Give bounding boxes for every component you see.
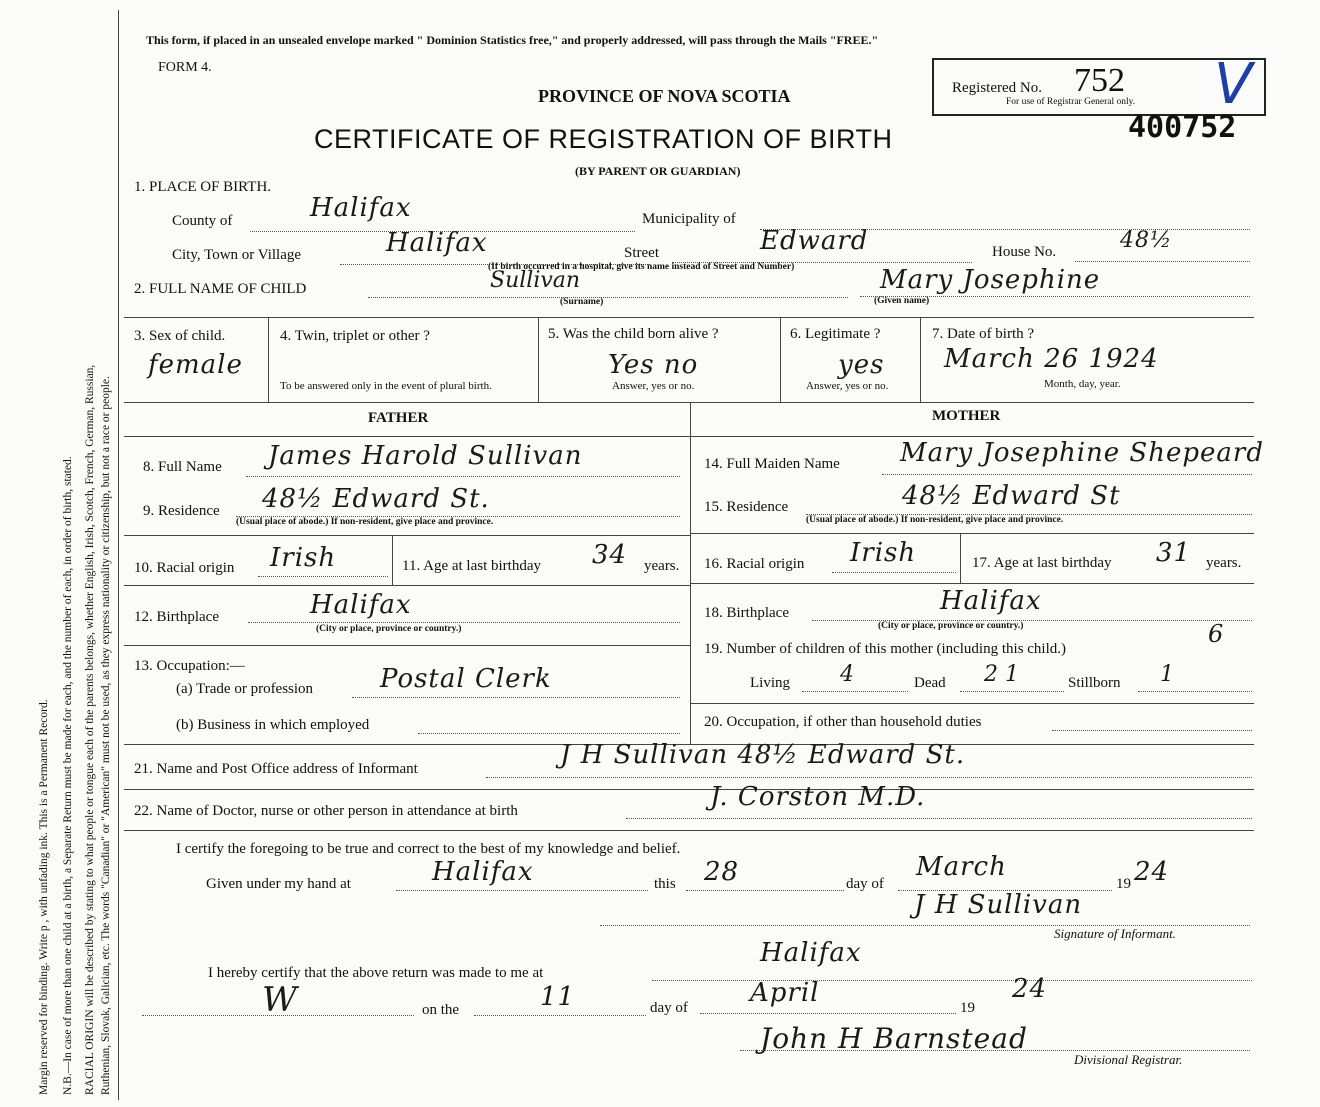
father-residence: 48½ Edward St. [262,484,490,514]
child-name-label: 2. FULL NAME OF CHILD [134,281,307,297]
child-given-name: Mary Josephine [880,265,1101,295]
dead-label: Dead [914,675,946,691]
mother-residence: 48½ Edward St [902,481,1121,511]
father-age: 34 [592,540,628,570]
registrar-month: April [750,978,820,1008]
racial-note-2: Ruthenian, Slovak, Galician, etc. The words "Canadian" or "American" must not be used, as they express nationality or citizenship, but not a race or people. [100,376,112,1095]
living-label: Living [750,675,790,691]
mother-name: Mary Josephine Shepeard [900,438,1264,468]
living-value: 4 [840,662,854,687]
father-name-label: 8. Full Name [143,459,222,475]
father-name: James Harold Sullivan [268,441,583,471]
house-label: House No. [992,244,1057,260]
registrar-day-of-label: day of [650,1000,688,1016]
mother-residence-label: 15. Residence [704,499,789,515]
registrar-year-suffix: 24 [1012,974,1048,1004]
stamp-number: 400752 [1128,110,1237,145]
mother-birthplace-note: (City or place, province or country.) [878,621,1024,631]
mother-age-label: 17. Age at last birthday [972,555,1112,571]
mother-residence-note: (Usual place of abode.) If non-resident, give place and province. [806,515,1064,525]
registrar-on-label: on the [422,1002,460,1018]
informant-value: J H Sullivan 48½ Edward St. [560,740,966,770]
given-month: March [916,852,1007,882]
father-race: Irish [270,543,337,573]
dead-value: 2 1 [984,662,1019,687]
father-race-label: 10. Racial origin [134,560,235,576]
father-trade: Postal Clerk [380,664,552,694]
legitimate-note: Answer, yes or no. [806,380,889,392]
form-number: FORM 4. [158,60,212,75]
nb-note: N.B.—In case of more than one child at a birth, a Separate Return must be made for each, and the number of each, in order of birth, stated. [62,456,74,1095]
father-residence-note: (Usual place of abode.) If non-resident, give place and province. [236,517,494,527]
registrar-signature: John H Barnstead [760,1022,1028,1055]
mother-birthplace-label: 18. Birthplace [704,605,789,621]
registrar-note: For use of Registrar General only. [1006,97,1136,107]
place-of-birth-label: 1. PLACE OF BIRTH. [134,179,272,195]
stillborn-label: Stillborn [1068,675,1121,691]
mother-occupation-label: 20. Occupation, if other than household duties [704,714,982,730]
certificate-subtitle: (BY PARENT OR GUARDIAN) [575,164,741,178]
registrar-day: 11 [540,982,576,1012]
twin-note: To be answered only in the event of plural birth. [280,380,492,392]
informant-signature: J H Sullivan [914,890,1083,920]
given-year-prefix: 19 [1116,876,1131,892]
stillborn-value: 1 [1160,662,1174,687]
given-under-label: Given under my hand at [206,876,351,892]
informant-label: 21. Name and Post Office address of Informant [134,761,418,777]
house-value: 48½ [1120,228,1173,253]
city-value: Halifax [386,228,488,258]
registrar-year-prefix: 19 [960,1000,975,1016]
this-label: this [654,876,676,892]
father-birthplace-note: (City or place, province or country.) [316,624,462,634]
mother-heading: MOTHER [932,408,1001,424]
father-occupation-label: 13. Occupation:— [134,658,245,674]
registrar-text: I hereby certify that the above return was made to me at [208,965,544,981]
certificate-title: CERTIFICATE OF REGISTRATION OF BIRTH [314,124,893,154]
county-value: Halifax [310,193,412,223]
racial-note-1: RACIAL ORIGIN will be described by stating to what people or tongue each of the parents belongs, whether English, Irish, Scotch, French, German, Russian, [84,364,96,1095]
registrar-signature-label: Divisional Registrar. [1074,1052,1183,1067]
registered-value: 752 [1074,62,1125,99]
father-years: years. [644,558,680,574]
father-business-label: (b) Business in which employed [176,717,370,733]
province-title: PROVINCE OF NOVA SCOTIA [538,86,791,106]
alive-label: 5. Was the child born alive ? [548,326,719,342]
sex-label: 3. Sex of child. [134,328,226,344]
given-day: 28 [704,857,740,887]
legitimate-value: yes [838,350,885,380]
surname-label: (Surname) [560,297,604,307]
alive-note: Answer, yes or no. [612,380,695,392]
dob-note: Month, day, year. [1044,378,1121,390]
child-surname: Sullivan [490,268,581,293]
father-trade-label: (a) Trade or profession [176,681,314,697]
registrar-initial: W [262,980,298,1020]
mother-years: years. [1206,555,1242,571]
father-birthplace-label: 12. Birthplace [134,609,219,625]
mail-notice: This form, if placed in an unsealed envelope marked " Dominion Statistics free," and properly addressed, will pass through the Mails "FREE." [146,33,879,47]
binding-note: Margin reserved for binding. Write p , with unfading ink. This is a Permanent Record. [38,699,50,1095]
street-label: Street [624,245,659,261]
county-label: County of [172,213,233,229]
municipality-label: Municipality of [642,211,736,227]
registrar-place: Halifax [760,938,862,968]
given-place: Halifax [432,857,534,887]
father-age-label: 11. Age at last birthday [402,558,541,574]
dob-label: 7. Date of birth ? [932,326,1035,342]
alive-value: Yes no [608,350,699,380]
mother-birthplace: Halifax [940,586,1042,616]
street-value: Edward [760,226,869,256]
mother-age: 31 [1156,538,1192,568]
twin-label: 4. Twin, triplet or other ? [280,328,430,344]
informant-signature-label: Signature of Informant. [1054,926,1176,941]
mother-race-label: 16. Racial origin [704,556,805,572]
check-mark: V [1214,52,1253,117]
hospital-note: (If birth occurred in a hospital, give its name instead of Street and Number) [488,262,795,272]
dob-value: March 26 1924 [944,344,1159,374]
legitimate-label: 6. Legitimate ? [790,326,881,342]
given-name-label: (Given name) [874,296,930,306]
given-day-of-label: day of [846,876,884,892]
given-year-suffix: 24 [1134,857,1170,887]
mother-race: Irish [850,538,917,568]
father-heading: FATHER [368,410,429,426]
city-label: City, Town or Village [172,247,302,263]
father-residence-label: 9. Residence [143,503,220,519]
children-label: 19. Number of children of this mother (including this child.) [704,641,1067,657]
doctor-label: 22. Name of Doctor, nurse or other person in attendance at birth [134,803,518,819]
mother-name-label: 14. Full Maiden Name [704,456,840,472]
sex-value: female [148,350,243,380]
certify-text: I certify the foregoing to be true and correct to the best of my knowledge and belief. [176,841,681,857]
registered-label: Registered No. [952,80,1042,96]
doctor-value: J. Corston M.D. [710,782,926,812]
father-birthplace: Halifax [310,590,412,620]
children-total: 6 [1208,620,1225,648]
